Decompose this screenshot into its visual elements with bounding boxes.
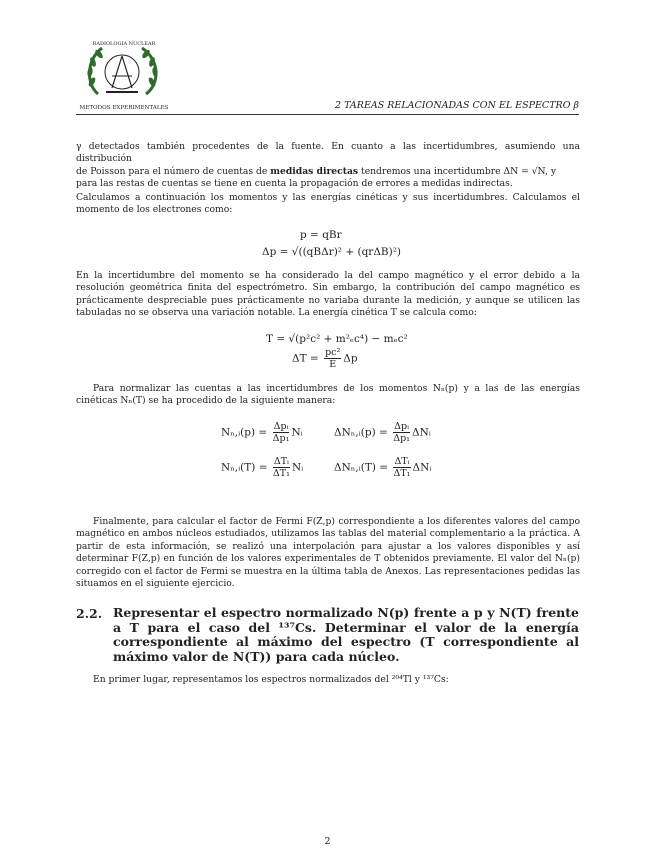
- paragraph-4: Para normalizar las cuentas a las incertidumbres de los momentos Nₙ(p) y a las de las energías cinéticas Nₙ(T) se ha procedido de la siguiente manera:: [76, 383, 580, 407]
- p1-line1: γ detectados también procedentes de la fuente. En cuanto a las incertidumbres, asumiendo una distribución: [76, 141, 580, 165]
- p1-line2b: tendremos una incertidumbre ΔN = √N, y: [358, 165, 557, 177]
- paragraph-3: En la incertidumbre del momento se ha considerado la del campo magnético y el error debido a la resolución geométrica finita del espectrómetro. Sin embargo, la contribución del campo magnético es prácticamente despreciable pues prácticamente no variaba durante la medición, y aunque se utilicen las tabuladas no se observa una variación notable. La energía cinética T se calcula como:: [76, 270, 580, 319]
- logo-bottom-text: METODOS EXPERIMENTALES: [79, 105, 169, 111]
- university-logo: [76, 36, 172, 112]
- equation-norm-T: Nₙ,ᵢ(T) = $\frac{\text{ΔTᵢ}}{\text{ΔT₁}}$ Nᵢ: [221, 456, 304, 479]
- paragraph-2: Calculamos a continuación los momentos y las energías cinéticas y sus incertidumbres. Calculamos el momento de los electrones como:: [76, 192, 580, 216]
- logo-top-text: RADIOLOGIA NUCLEAR: [92, 41, 156, 47]
- header-rule: [76, 114, 579, 115]
- equation-norm-T-uncertainty: ΔNₙ,ᵢ(T) = $\frac{\text{ΔTᵢ}}{\text{ΔT₁}}$ ΔNᵢ: [334, 456, 432, 479]
- equation-energy-uncertainty: ΔT = $\frac{\text{pc²}}{E}$ Δp: [292, 347, 358, 370]
- section-title: Representar el espectro normalizado N(p) frente a p y N(T) frente a T para el caso del ¹³⁷Cs. Determinar el valor de la energía correspondiente al máximo del espectro (T correspondiente al máximo valor de N(T)) para cada núcleo.: [113, 605, 579, 664]
- page-number: 2: [324, 836, 331, 847]
- compass-emblem-icon: [105, 55, 139, 92]
- p1-line3: para las restas de cuentas se tiene en cuenta la propagación de errores a medidas indirectas.: [76, 178, 513, 190]
- paragraph-5: Finalmente, para calcular el factor de Fermi F(Z,p) correspondiente a los diferentes valores del campo magnético en ambos núcleos estudiados, utilizamos las tablas del material complementario a la práctica. A partir de esta información, se realizó una interpolación para ajustar a los valores disponibles y así determinar F(Z,p) en función de los valores experimentales de T obtenidos previamente. El valor del Nₙ(p) corregido con el factor de Fermi se muestra en la última tabla de Anexos. Las representaciones pedidas las situamos en el siguiente ejercicio.: [76, 516, 580, 590]
- equation-norm-p: Nₙ,ᵢ(p) = $\frac{\text{Δpᵢ}}{\text{Δp₁}}$ Nᵢ: [221, 421, 303, 444]
- running-title: 2 TAREAS RELACIONADAS CON EL ESPECTRO β: [335, 100, 579, 111]
- equation-momentum-uncertainty: Δp = √((qBΔr)² + (qrΔB)²): [262, 246, 402, 258]
- paragraph-1: [76, 141, 580, 191]
- section-number: 2.2.: [76, 606, 103, 621]
- p1-bold-term: medidas directas: [270, 165, 359, 177]
- paragraph-6: En primer lugar, representamos los espectros normalizados del ²⁰⁴Tl y ¹³⁷Cs:: [93, 674, 449, 685]
- equation-kinetic-energy: T = √(p²c² + m²ₑc⁴) − mₑc²: [266, 333, 408, 345]
- p1-line2a: de Poisson para el número de cuentas de: [76, 165, 271, 177]
- equation-momentum: p = qBr: [300, 229, 342, 241]
- equation-norm-p-uncertainty: ΔNₙ,ᵢ(p) = $\frac{\text{Δpᵢ}}{\text{Δp₁}}$ ΔNᵢ: [334, 421, 431, 444]
